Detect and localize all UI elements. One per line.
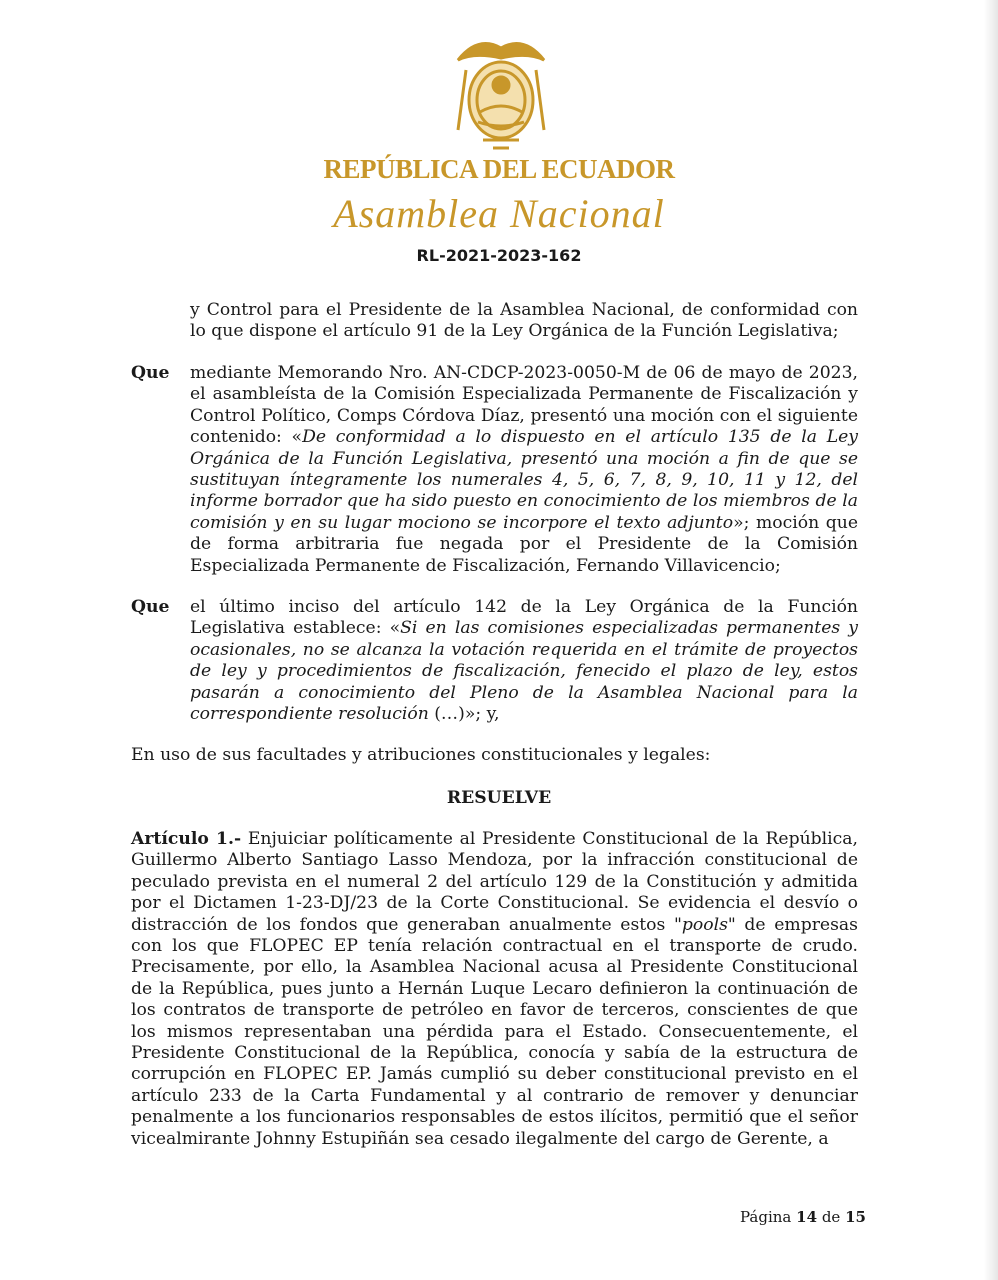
que1-text-a: mediante Memorando Nro. AN-CDCP-2023-0050-M de 06 de mayo de 2023, el asambleísta de la Comisión Especializada Permanente de Fiscalización y Control Político, Comps Córdova Díaz, presentó una moción con el siguiente contenido: «	[190, 363, 858, 448]
que2-text-a: el último inciso del artículo 142 de la Ley Orgánica de la Función Legislativa establece: «	[190, 597, 858, 639]
que2-quote: Si en las comisiones especializadas permanentes y ocasionales, no se alcanza la votación requerida en el trámite de proyectos de ley y procedimientos de fiscalización, fenecido el plazo de ley, estos pasarán a conocimiento del Pleno de la Asamblea Nacional para la correspondiente resolución	[190, 618, 859, 725]
que2-text-b: (…)»; y,	[428, 704, 500, 725]
footer-total-pages: 15	[845, 1208, 866, 1226]
articulo-1-text-a: Enjuiciar políticamente al Presidente Constitucional de la República, Guillermo Alberto Santiago Lasso Mendoza, por la infracción constitucional de peculado prevista en el numeral 2 del artículo 129 de la Constitución y admitida por el Dictamen 1-23-DJ/23 de la Corte Constitucional. Se evidencia el desvío o distracción de los fondos que generaban anualmente estos "	[131, 829, 858, 935]
que-label-1: Que	[131, 363, 170, 383]
pools-term: pools	[681, 914, 728, 935]
que-paragraph-1	[190, 363, 858, 577]
que-label-2: Que	[131, 597, 170, 617]
que1-text-b: »; moción que de forma arbitraria fue negada por el Presidente de la Comisión Especializada Permanente de Fiscalización, Fernando Villavicencio;	[190, 512, 858, 576]
footer-de: de	[821, 1208, 841, 1226]
articulo-1-paragraph	[131, 829, 858, 1150]
republic-title: REPÚBLICA DEL ECUADOR	[323, 154, 675, 184]
footer-pagina: Página	[740, 1208, 792, 1226]
uso-paragraph: En uso de sus facultades y atribuciones constitucionales y legales:	[131, 745, 711, 765]
que-paragraph-2	[190, 597, 858, 725]
continuation-paragraph: y Control para el Presidente de la Asamblea Nacional, de conformidad con lo que dispone el artículo 91 de la Ley Orgánica de la Función Legislativa;	[190, 300, 858, 342]
document-id: RL-2021-2023-162	[416, 246, 582, 265]
articulo-1-label: Artículo 1.-	[131, 829, 242, 849]
que1-quote: De conformidad a lo dispuesto en el artículo 135 de la Ley Orgánica de la Función Legislativa, presentó una moción a fin de que se sustituyan íntegramente los numerales 4, 5, 6, 7, 8, 9, 10, 11 y 12, del informe borrador que ha sido puesto en conocimiento de los miembros de la comisión y en su lugar mociono se incorpore el texto adjunto	[190, 427, 858, 533]
footer-page-number: 14	[796, 1208, 818, 1226]
coat-of-arms-seal	[438, 30, 564, 156]
articulo-1-text-b: " de empresas con los que FLOPEC EP tenía relación contractual en el transporte de crudo. Precisamente, por ello, la Asamblea Nacional acusa al Presidente Constitucional de la República, pues junto a Hernán Luque Lecaro definieron la continuación de los contratos de transporte de petróleo en favor de terceros, conscientes de que los mismos representaban una pérdida para el Estado. Consecuentemente, el Presidente Constitucional de la República, conocía y sabía de la estructura de corrupción en FLOPEC EP. Jamás cumplió su deber constitucional previsto en el artículo 233 de la Carta Fundamental y al contrario de remover y denunciar penalmente a los funcionarios responsables de estos ilícitos, permitió que el señor vicealmirante Johnny Estupiñán sea cesado ilegalmente del cargo de Gerente, a	[131, 914, 858, 1149]
resuelve-heading: RESUELVE	[446, 788, 552, 808]
page-footer	[740, 1208, 866, 1226]
assembly-title: Asamblea Nacional	[333, 191, 665, 236]
